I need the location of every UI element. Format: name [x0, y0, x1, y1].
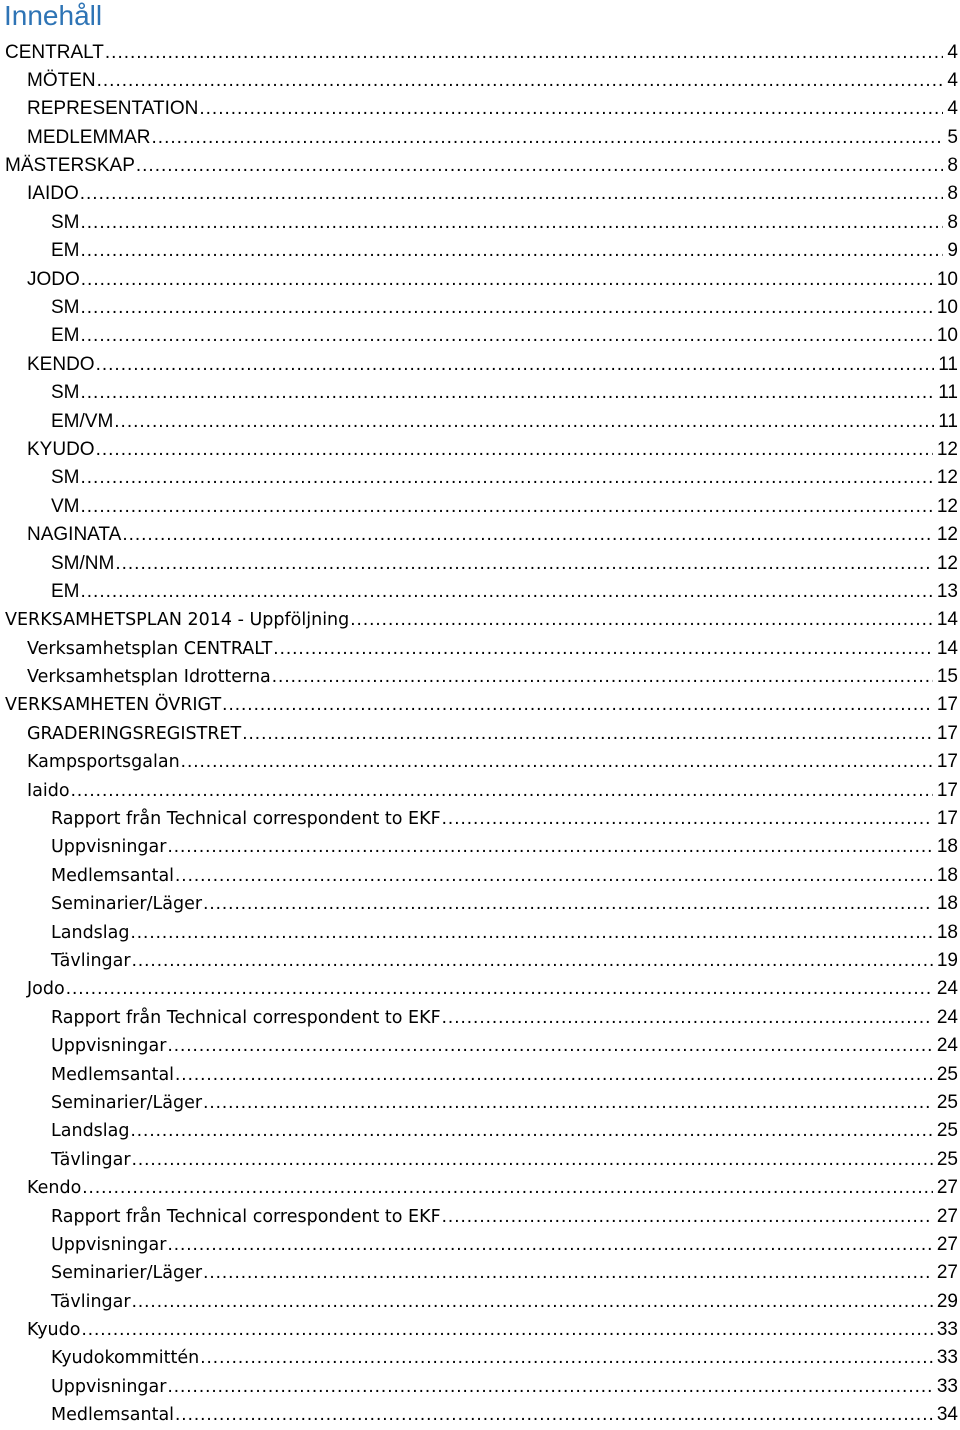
toc-entry[interactable] — [0, 663, 960, 691]
dot-leader — [167, 1032, 932, 1060]
toc-entry[interactable] — [0, 294, 960, 322]
dot-leader — [167, 1231, 932, 1259]
toc-entry[interactable] — [0, 748, 960, 776]
toc-entry[interactable] — [0, 95, 960, 123]
toc-entry-title: Medlemsantal — [51, 865, 175, 886]
dot-leader — [203, 890, 933, 918]
toc-page-number: 11 — [938, 382, 958, 404]
toc-page-number: 24 — [936, 978, 958, 1000]
toc-entry[interactable] — [0, 890, 960, 918]
toc-page-number: 17 — [936, 722, 958, 744]
toc-entry[interactable] — [0, 464, 960, 492]
toc-entry-title: Verksamhetsplan Idrotterna — [27, 667, 271, 688]
dot-leader — [222, 691, 933, 719]
toc-entry[interactable] — [0, 1032, 960, 1060]
toc-entry-title: Kyudo — [27, 1320, 81, 1341]
toc-entry-title: EM — [51, 240, 80, 262]
toc-page-number: 24 — [936, 1006, 958, 1028]
toc-entry-title: Iaido — [27, 780, 70, 801]
toc-entry-title: Medlemsantal — [51, 1405, 175, 1426]
dot-leader — [96, 351, 935, 379]
toc-page-number: 8 — [947, 211, 958, 233]
toc-entry-title: SM — [51, 382, 80, 404]
toc-page-number: 33 — [936, 1347, 958, 1369]
toc-entry[interactable] — [0, 550, 960, 578]
dot-leader — [97, 67, 944, 95]
dot-leader — [81, 464, 933, 492]
toc-entry-title: EM — [51, 325, 80, 347]
toc-page-number: 4 — [947, 69, 958, 91]
toc-entry-title: NAGINATA — [27, 524, 122, 546]
toc-entry-title: SM/NM — [51, 552, 115, 574]
dot-leader — [167, 1373, 932, 1401]
dot-leader — [96, 436, 933, 464]
toc-page-number: 18 — [936, 921, 958, 943]
toc-entry-title: REPRESENTATION — [27, 98, 199, 120]
toc-entry[interactable] — [0, 1373, 960, 1401]
dot-leader — [131, 1117, 933, 1145]
dot-leader — [132, 1288, 933, 1316]
toc-entry[interactable] — [0, 209, 960, 237]
toc-entry[interactable] — [0, 1259, 960, 1287]
toc-entry-title: CENTRALT — [5, 41, 104, 63]
toc-page-number: 14 — [936, 609, 958, 631]
toc-entry[interactable] — [0, 436, 960, 464]
toc-page-number: 27 — [936, 1205, 958, 1227]
toc-entry[interactable] — [0, 521, 960, 549]
toc-entry-title: IAIDO — [27, 183, 79, 205]
toc-entry-title: Seminarier/Läger — [51, 1092, 203, 1113]
toc-entry[interactable] — [0, 1203, 960, 1231]
dot-leader — [71, 777, 933, 805]
toc-page-number: 13 — [936, 580, 958, 602]
toc-entry-title: Landslag — [51, 922, 130, 943]
dot-leader — [203, 1259, 933, 1287]
toc-entry-title: Uppvisningar — [51, 837, 167, 858]
toc-page-number: 5 — [947, 126, 958, 148]
toc-entry[interactable] — [0, 322, 960, 350]
toc-entry-title: MÖTEN — [27, 69, 96, 91]
toc-entry-title: SM — [51, 211, 80, 233]
toc-entry[interactable] — [0, 606, 960, 634]
toc-entry-title: KYUDO — [27, 438, 95, 460]
toc-entry[interactable] — [0, 351, 960, 379]
toc-entry-title: Kampsportsgalan — [27, 752, 180, 773]
dot-leader — [80, 180, 944, 208]
toc-entry-title: Uppvisningar — [51, 1234, 167, 1255]
dot-leader — [199, 95, 943, 123]
toc-page-number: 12 — [936, 495, 958, 517]
dot-leader — [442, 1004, 933, 1032]
toc-page-number: 18 — [936, 836, 958, 858]
dot-leader — [114, 408, 934, 436]
toc-entry-title: Medlemsantal — [51, 1064, 175, 1085]
toc-entry[interactable] — [0, 1089, 960, 1117]
toc-entry[interactable] — [0, 180, 960, 208]
toc-entry-title: VM — [51, 495, 80, 517]
toc-entry[interactable] — [0, 67, 960, 95]
toc-entry[interactable] — [0, 266, 960, 294]
toc-page-number: 25 — [936, 1091, 958, 1113]
dot-leader — [81, 237, 944, 265]
dot-leader — [81, 578, 933, 606]
dot-leader — [350, 606, 933, 634]
toc-entry[interactable] — [0, 833, 960, 861]
toc-entry-title: Seminarier/Läger — [51, 894, 203, 915]
toc-entry[interactable] — [0, 39, 960, 67]
toc-entry-title: KENDO — [27, 353, 95, 375]
dot-leader — [203, 1089, 933, 1117]
dot-leader — [242, 720, 933, 748]
dot-leader — [273, 635, 933, 663]
toc-page-number: 18 — [936, 893, 958, 915]
toc-entry-title: Tävlingar — [51, 1149, 131, 1170]
toc-page-number: 17 — [936, 808, 958, 830]
dot-leader — [81, 379, 935, 407]
toc-page-number: 12 — [936, 524, 958, 546]
toc-entry-title: SM — [51, 467, 80, 489]
dot-leader — [131, 919, 933, 947]
toc-entry-title: VERKSAMHETEN ÖVRIGT — [5, 695, 222, 716]
toc-page-number: 24 — [936, 1035, 958, 1057]
toc-entry[interactable] — [0, 635, 960, 663]
toc-page-number: 25 — [936, 1063, 958, 1085]
toc-entry[interactable] — [0, 947, 960, 975]
toc-entry-title: Uppvisningar — [51, 1036, 167, 1057]
toc-page-number: 33 — [936, 1375, 958, 1397]
toc-entry[interactable] — [0, 237, 960, 265]
dot-leader — [81, 209, 944, 237]
toc-page-number: 8 — [947, 183, 958, 205]
toc-page-number: 34 — [936, 1404, 958, 1426]
toc-entry-title: Jodo — [27, 979, 65, 1000]
toc-entry[interactable] — [0, 1316, 960, 1344]
dot-leader — [136, 152, 944, 180]
toc-page-number: 15 — [936, 666, 958, 688]
toc-page-number: 17 — [936, 694, 958, 716]
dot-leader — [200, 1344, 933, 1372]
toc-page-number: 12 — [936, 438, 958, 460]
toc-page-number: 11 — [938, 353, 958, 375]
toc-entry[interactable] — [0, 1061, 960, 1089]
toc-entry[interactable] — [0, 1288, 960, 1316]
toc-page-number: 19 — [936, 950, 958, 971]
toc-entry[interactable] — [0, 919, 960, 947]
toc-entry-title: Rapport från Technical correspondent to EKF — [51, 1007, 441, 1028]
dot-leader — [175, 1061, 933, 1089]
toc-entry[interactable] — [0, 379, 960, 407]
toc-entry-title: Seminarier/Läger — [51, 1263, 203, 1284]
toc-page-number: 10 — [936, 325, 958, 347]
toc-page-number: 17 — [936, 751, 958, 773]
toc-entry-title: Tävlingar — [51, 951, 131, 971]
dot-leader — [115, 550, 933, 578]
toc-entry-title: Kendo — [27, 1178, 82, 1199]
dot-leader — [272, 663, 933, 691]
toc-entry-title: EM — [51, 580, 80, 602]
dot-leader — [132, 947, 933, 975]
toc-entry-title: VERKSAMHETSPLAN 2014 - Uppföljning — [5, 610, 350, 631]
toc-page-number: 10 — [936, 268, 958, 290]
dot-leader — [181, 748, 933, 776]
toc-entry-title: EM/VM — [51, 410, 114, 432]
toc-entry-title: MÄSTERSKAP — [5, 155, 135, 177]
dot-leader — [81, 294, 933, 322]
toc-page-number: 25 — [936, 1148, 958, 1170]
dot-leader — [82, 1174, 933, 1202]
toc-entry-title: SM — [51, 297, 80, 319]
toc-entry-title: Landslag — [51, 1121, 130, 1142]
toc-entry-title: Uppvisningar — [51, 1376, 167, 1397]
toc-entry[interactable] — [0, 720, 960, 748]
toc-entry[interactable] — [0, 862, 960, 890]
dot-leader — [81, 266, 933, 294]
dot-leader — [442, 1203, 933, 1231]
dot-leader — [122, 521, 933, 549]
toc-entry[interactable] — [0, 1344, 960, 1372]
dot-leader — [175, 862, 933, 890]
dot-leader — [175, 1401, 933, 1429]
dot-leader — [81, 1316, 932, 1344]
page-title: Innehåll — [4, 0, 103, 31]
toc-entry[interactable] — [0, 1174, 960, 1202]
toc-entry-title: Rapport från Technical correspondent to EKF — [51, 1206, 441, 1227]
dot-leader — [442, 805, 933, 833]
toc-page-number: 10 — [936, 297, 958, 319]
dot-leader — [66, 975, 933, 1003]
toc-entry-title: MEDLEMMAR — [27, 126, 151, 148]
toc-page-number: 4 — [947, 41, 958, 63]
toc-entry[interactable] — [0, 975, 960, 1003]
toc-page-number: 25 — [936, 1120, 958, 1142]
toc-entry[interactable] — [0, 1004, 960, 1032]
table-of-contents — [0, 39, 960, 1430]
dot-leader — [167, 833, 932, 861]
toc-page-number: 9 — [947, 240, 958, 262]
toc-entry-title: Rapport från Technical correspondent to EKF — [51, 809, 441, 830]
toc-entry[interactable] — [0, 777, 960, 805]
toc-page-number: 27 — [936, 1233, 958, 1255]
dot-leader — [81, 493, 933, 521]
toc-page-number: 12 — [936, 467, 958, 489]
toc-entry[interactable] — [0, 1231, 960, 1259]
toc-entry-title: Verksamhetsplan CENTRALT — [27, 638, 273, 659]
toc-page-number: 27 — [936, 1177, 958, 1199]
toc-entry[interactable] — [0, 152, 960, 180]
toc-page-number: 8 — [947, 155, 958, 177]
toc-entry-title: Tävlingar — [51, 1291, 131, 1312]
toc-page-number: 29 — [936, 1290, 958, 1312]
toc-entry[interactable] — [0, 124, 960, 152]
toc-entry-title: GRADERINGSREGISTRET — [27, 723, 242, 744]
toc-entry[interactable] — [0, 1401, 960, 1429]
toc-page-number: 27 — [936, 1262, 958, 1284]
toc-entry[interactable] — [0, 1117, 960, 1145]
toc-page-number: 11 — [938, 410, 958, 432]
toc-entry[interactable] — [0, 805, 960, 833]
toc-page-number: 14 — [936, 637, 958, 659]
toc-entry-title: Kyudokommittén — [51, 1348, 200, 1369]
toc-page-number: 18 — [936, 864, 958, 886]
toc-page-number: 33 — [936, 1319, 958, 1341]
dot-leader — [152, 124, 944, 152]
toc-entry[interactable] — [0, 578, 960, 606]
toc-entry-title: JODO — [27, 268, 80, 290]
toc-page-number: 4 — [947, 98, 958, 120]
toc-entry[interactable] — [0, 493, 960, 521]
toc-entry[interactable] — [0, 408, 960, 436]
toc-page-number: 17 — [936, 779, 958, 801]
toc-entry[interactable] — [0, 1146, 960, 1174]
dot-leader — [132, 1146, 933, 1174]
toc-page-number: 12 — [936, 552, 958, 574]
dot-leader — [105, 39, 944, 67]
toc-entry[interactable] — [0, 691, 960, 719]
dot-leader — [81, 322, 933, 350]
